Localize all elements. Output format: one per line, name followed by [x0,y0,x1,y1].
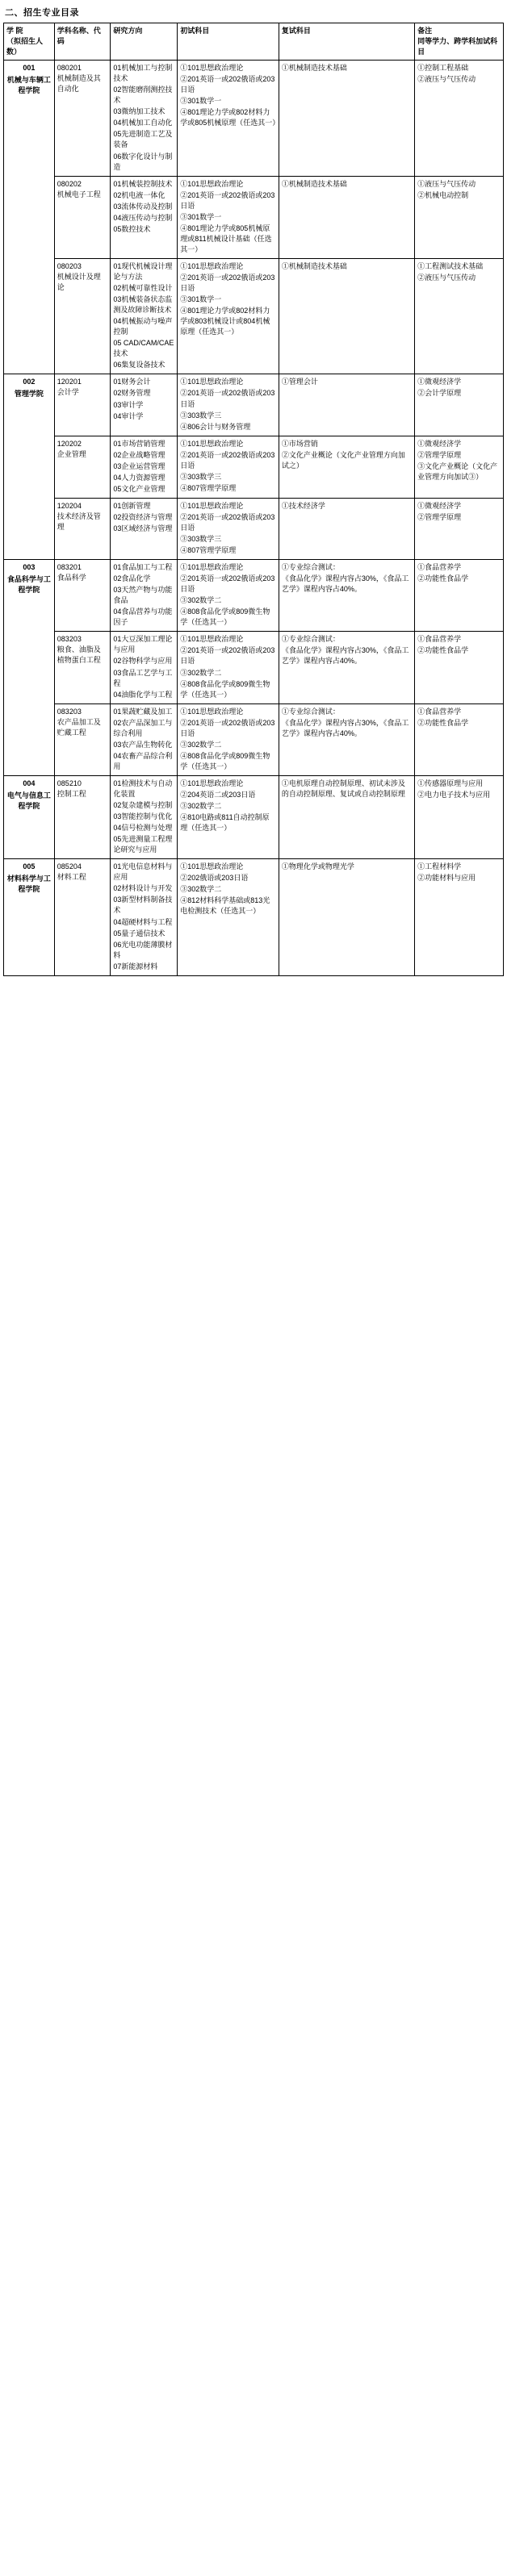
first-exam-subject-item: ③302数学二 [180,802,222,811]
first-exam-subject-item: ③302数学二 [180,885,222,894]
major-code: 120202 [57,439,82,448]
remark-subject [417,779,501,800]
second-exam-subject-item: ①市场营销 [281,439,318,448]
remark-cell [415,775,504,858]
research-direction-item: 03区域经济与管理 [113,524,173,532]
page-root [0,0,507,984]
second-exam-subject-item: ②文化产业概论（文化产业管理方向加试之） [281,450,405,470]
first-exam-subject-item: ②201英语一或202俄语或203日语 [180,718,275,737]
first-exam-subject-item: ①101思想政治理论 [180,563,244,572]
research-direction-item: 01机械加工与控制技术 [113,64,173,83]
major-name: 农产品加工及贮藏工程 [57,717,101,737]
research-direction [113,707,174,772]
college-name: 材料科学与工程学院 [6,875,51,894]
research-direction-cell [111,498,178,559]
table-row [4,374,504,436]
first-exam-subject-item: ②201英语一或202俄语或203日语 [180,190,275,210]
research-direction-item: 05先进测量工程理论研究与应用 [113,835,173,854]
table-row [4,61,504,176]
second-exam-subject-item: 《食品化学》课程内容占30%，《食品工艺学》课程内容占40%。 [281,646,409,666]
major-code: 083203 [57,707,82,716]
first-exam-subject-item: ①101思想政治理论 [180,862,244,871]
remark-cell [415,498,504,559]
college-cell [4,859,55,975]
second-exam-subject [282,179,412,190]
research-direction-item: 01创新管理 [113,501,151,510]
remark-cell [415,61,504,176]
first-exam-subject-item: ③303数学三 [180,535,222,544]
second-exam-cell [279,560,414,632]
remark-subject-item: ①传感器原理与应用 [417,779,484,787]
research-direction-cell [111,703,178,775]
remark-cell [415,560,504,632]
remark-subject-item: ②功能性食品学 [417,646,469,655]
remark-subject-item: ①控制工程基础 [417,64,469,73]
header-remark-line1: 备注 [417,27,433,35]
research-direction-item: 06数字化设计与制造 [113,152,173,171]
remark-subject-item: ②液压与气压传动 [417,273,476,282]
second-exam-subject [282,562,412,595]
table-row [4,632,504,703]
first-exam-subject-item: ①101思想政治理论 [180,179,244,188]
remark-subject-item: ②功能性食品学 [417,718,469,727]
first-exam-subject-item: ①101思想政治理论 [180,707,244,716]
first-exam-subject [180,779,276,833]
second-exam-subject [282,707,412,739]
research-direction-item: 04机械加工自动化 [113,119,173,127]
college-cell [4,61,55,374]
research-direction-cell [111,775,178,858]
first-exam-subject-item: ④807管理学原理 [180,483,237,492]
table-row [4,859,504,975]
first-exam-subject [180,63,280,128]
research-direction-item: 01果蔬贮藏及加工 [113,707,173,716]
first-exam-cell [178,258,279,374]
research-direction-item: 02食品化学 [113,574,151,583]
research-direction-cell [111,61,178,176]
remark-subject-item: ②功能材料与应用 [417,874,476,883]
first-exam-subject-item: ④807管理学原理 [180,546,237,555]
research-direction [113,862,174,971]
research-direction-item: 02投资经济与管理 [113,512,173,521]
first-exam-subject-item: ③303数学三 [180,472,222,481]
research-direction-item: 03新型材料制备技术 [113,896,173,915]
research-direction-item: 05量子通信技术 [113,929,166,937]
first-exam-subject-item: ③301数学一 [180,97,222,106]
research-direction [113,634,174,699]
research-direction [113,562,174,628]
first-exam-subject-item: ②201英语一或202俄语或203日语 [180,512,275,532]
remark-cell [415,859,504,975]
major-name: 会计学 [57,388,79,397]
research-direction-item: 04农畜产品综合利用 [113,751,173,770]
research-direction [113,179,174,235]
major-cell [54,560,111,632]
first-exam-subject-item: ④801理论力学或802材料力学或805机械原理（任选其一） [180,108,280,127]
table-row [4,498,504,559]
research-direction-cell [111,436,178,498]
second-exam-subject-item: ①物理化学或物理光学 [281,862,354,871]
research-direction-item: 01大豆深加工理论与应用 [113,635,173,654]
college-cell [4,775,55,858]
header-college [4,23,55,61]
research-direction-item: 04信号检测与处理 [113,824,173,833]
remark-subject-item: ③文化产业概论（文化产业管理方向加试③） [417,461,498,481]
research-direction-item: 04液压传动与控制 [113,213,173,222]
first-exam-subject [180,377,276,432]
first-exam-subject [180,179,276,255]
college-cell [4,560,55,776]
major-name: 材料工程 [57,873,86,882]
first-exam-subject-item: ③303数学三 [180,411,222,420]
remark-cell [415,374,504,436]
remark-subject-item: ②管理学原理 [417,512,462,521]
major-code: 085210 [57,779,82,787]
remark-subject [417,179,501,201]
second-exam-cell [279,374,414,436]
first-exam-subject [180,439,276,494]
table-row [4,560,504,632]
first-exam-subject-item: ④808食品化学或809微生物学（任选其一） [180,679,270,699]
remark-subject [417,634,501,656]
remark-subject-item: ①微观经济学 [417,378,462,386]
second-exam-subject-item: ①专业综合测试： [281,635,340,644]
remark-cell [415,632,504,703]
research-direction-item: 02机械可靠性设计 [113,284,173,293]
first-exam-subject-item: ②201英语一或202俄语或203日语 [180,75,275,94]
major-cell [54,498,111,559]
major-cell [54,61,111,176]
research-direction-cell [111,859,178,975]
remark-cell [415,436,504,498]
research-direction-item: 01食品加工与工程 [113,563,173,572]
research-direction-item: 03流体传动及控制 [113,202,173,211]
table-header-row [4,23,504,61]
table-row [4,775,504,858]
remark-subject [417,501,501,523]
remark-subject-item: ①工程材料学 [417,862,462,871]
research-direction-cell [111,560,178,632]
research-direction-item: 07新能源材料 [113,962,158,971]
first-exam-subject [180,562,276,628]
second-exam-subject [282,501,412,511]
research-direction-cell [111,632,178,703]
remark-subject-item: ②电力电子技术与应用 [417,791,491,799]
first-exam-subject [180,501,276,556]
major-cell [54,859,111,975]
second-exam-subject-item: ①专业综合测试： [281,707,340,716]
major-code: 085204 [57,862,82,871]
second-exam-subject [282,862,412,872]
research-direction-item: 02谷物科学与应用 [113,657,173,666]
research-direction-item: 01现代机械设计理论与方法 [113,261,173,281]
remark-subject-item: ②液压与气压传动 [417,75,476,84]
table-row [4,703,504,775]
remark-subject [417,562,501,584]
remark-subject-item: ①微观经济学 [417,501,462,510]
research-direction-item: 05文化产业管理 [113,484,166,493]
first-exam-subject-item: ④808食品化学或809微生物学（任选其一） [180,751,270,770]
first-exam-subject-item: ②201英语一或202俄语或203日语 [180,646,275,666]
major-name: 企业管理 [57,449,86,458]
first-exam-subject-item: ①101思想政治理论 [180,64,244,73]
second-exam-subject [282,377,412,387]
first-exam-subject-item: ④808食品化学或809微生物学（任选其一） [180,607,270,627]
first-exam-subject-item: ③301数学一 [180,295,222,304]
remark-subject [417,439,501,482]
first-exam-subject-item: ④801理论力学或802材料力学或803机械设计或804机械原理（任选其一） [180,307,270,336]
header-second-exam: 复试科目 [279,23,414,61]
table-row [4,176,504,258]
second-exam-cell [279,775,414,858]
research-direction [113,261,174,370]
research-direction-item: 05数控技术 [113,224,151,233]
first-exam-cell [178,498,279,559]
first-exam-cell [178,632,279,703]
research-direction-cell [111,258,178,374]
research-direction-item: 02材料设计与开发 [113,884,173,893]
second-exam-subject-item: 《食品化学》课程内容占30%，《食品工艺学》课程内容占40%。 [281,718,409,737]
first-exam-subject-item: ①101思想政治理论 [180,635,244,644]
header-college-line1: 学 院 [6,27,23,35]
major-name: 粮食、油脂及植物蛋白工程 [57,645,101,665]
research-direction-item: 01市场营销管理 [113,439,166,448]
first-exam-cell [178,176,279,258]
header-direction: 研究方向 [111,23,178,61]
remark-subject-item: ①食品营养学 [417,707,462,716]
major-code: 080201 [57,64,82,73]
major-cell [54,775,111,858]
second-exam-cell [279,258,414,374]
second-exam-cell [279,498,414,559]
research-direction-item: 03天然产物与功能食品 [113,586,173,605]
first-exam-subject-item: ②204英语二或203日语 [180,791,256,799]
remark-cell [415,703,504,775]
second-exam-cell [279,632,414,703]
first-exam-subject-item: ①101思想政治理论 [180,261,244,270]
research-direction-item: 04食品营养与功能因子 [113,607,173,627]
major-name: 机械电子工程 [57,190,101,198]
first-exam-cell [178,703,279,775]
research-direction-item: 02企业战略管理 [113,450,166,459]
first-exam-subject-item: ②201英语一或202俄语或203日语 [180,574,275,594]
college-name: 管理学院 [14,390,44,399]
remark-subject-item: ①液压与气压传动 [417,179,476,188]
remark-subject-item: ①工程测试技术基础 [417,261,484,270]
first-exam-subject-item: ③302数学二 [180,596,222,605]
major-cell [54,632,111,703]
major-name: 技术经济及管理 [57,511,101,531]
research-direction-item: 02复杂建模与控制 [113,801,173,810]
first-exam-subject-item: ④801理论力学或805机械原理或811机械设计基础（任选其一） [180,223,272,253]
first-exam-subject-item: ③302数学二 [180,740,222,749]
first-exam-subject-item: ①101思想政治理论 [180,439,244,448]
major-cell [54,176,111,258]
major-cell [54,436,111,498]
research-direction-item: 06集复设备技术 [113,361,166,369]
remark-subject-item: ①食品营养学 [417,563,462,572]
header-remark [415,23,504,61]
major-cell [54,258,111,374]
first-exam-subject [180,261,276,337]
research-direction-item: 01财务会计 [113,378,151,386]
research-direction [113,377,174,421]
major-code: 080202 [57,179,82,188]
first-exam-cell [178,374,279,436]
first-exam-subject-item: ②201英语一或202俄语或203日语 [180,389,275,408]
remark-subject-item: ②机械电动控制 [417,190,469,199]
first-exam-cell [178,775,279,858]
second-exam-cell [279,859,414,975]
research-direction [113,779,174,855]
table-body [4,61,504,976]
research-direction [113,501,174,534]
research-direction [113,439,174,495]
first-exam-subject-item: ①101思想政治理论 [180,378,244,386]
major-name: 食品科学 [57,574,86,582]
research-direction-item: 01检测技术与自动化装置 [113,779,173,798]
first-exam-cell [178,560,279,632]
first-exam-subject-item: ②201英语一或202俄语或203日语 [180,450,275,470]
first-exam-subject-item: ②201英语一或202俄语或203日语 [180,273,275,293]
first-exam-cell [178,436,279,498]
second-exam-subject-item: ①电机原理自动控制原理、初试未涉及的自动控制原理、复试或自动控制原理 [281,779,405,798]
first-exam-subject [180,634,276,699]
second-exam-subject [282,779,412,800]
major-code: 080203 [57,261,82,270]
research-direction-cell [111,374,178,436]
second-exam-subject [282,261,412,272]
second-exam-cell [279,436,414,498]
research-direction-item: 03企业运营管理 [113,461,166,470]
header-remark-line2: 同等学力、跨学科加试科目 [417,37,498,56]
remark-subject-item: ②管理学原理 [417,450,462,459]
major-name: 机械设计及理论 [57,272,101,292]
second-exam-subject-item: ①技术经济学 [281,501,325,510]
remark-cell [415,176,504,258]
first-exam-subject-item: ②202俄语或203日语 [180,874,249,883]
second-exam-subject-item: ①机械制造技术基础 [281,261,347,270]
major-name: 控制工程 [57,790,86,798]
college-name: 机械与车辆工程学院 [6,76,51,95]
second-exam-cell [279,61,414,176]
major-cell [54,703,111,775]
research-direction-item: 04人力资源管理 [113,473,166,482]
first-exam-subject-item: ③302数学二 [180,668,222,677]
college-code: 005 [23,862,36,871]
research-direction-cell [111,176,178,258]
first-exam-cell [178,61,279,176]
college-code: 004 [23,779,36,787]
first-exam-subject [180,862,276,916]
header-college-line2: （拟招生人数） [6,37,44,56]
research-direction [113,63,174,172]
research-direction-item: 04超硬材料与工程 [113,917,173,926]
research-direction-item: 01机械装控制技术 [113,179,173,188]
first-exam-subject-item: ①101思想政治理论 [180,779,244,787]
first-exam-subject [180,707,276,772]
remark-subject [417,377,501,399]
second-exam-subject [282,439,412,471]
research-direction-item: 04油脂化学与工程 [113,690,173,699]
table-row [4,258,504,374]
research-direction-item: 04机械振动与噪声控制 [113,317,173,336]
research-direction-item: 03农产品生物转化 [113,740,173,749]
research-direction-item: 02机电液一体化 [113,190,166,199]
header-major: 学科名称、代码 [54,23,111,61]
remark-subject [417,261,501,283]
first-exam-subject-item: ④810电路或811自动控制原理（任选其一） [180,813,270,833]
first-exam-subject-item: ①101思想政治理论 [180,501,244,510]
second-exam-subject [282,63,412,73]
remark-cell [415,258,504,374]
remark-subject [417,63,501,85]
remark-subject-item: ①微观经济学 [417,439,462,448]
major-code: 083203 [57,635,82,644]
first-exam-subject-item: ③301数学一 [180,212,222,221]
second-exam-subject [282,634,412,666]
college-cell [4,374,55,560]
major-cell [54,374,111,436]
research-direction-item: 03机械装备状态监测及故障诊断技术 [113,295,173,315]
college-name: 电气与信息工程学院 [6,791,51,811]
research-direction-item: 02农产品深加工与综合利用 [113,718,173,737]
second-exam-subject-item: 《食品化学》课程内容占30%，《食品工艺学》课程内容占40%。 [281,574,409,594]
second-exam-subject-item: ①管理会计 [281,378,318,386]
major-name: 机械制造及其自动化 [57,74,101,94]
research-direction-item: 02智能磨削测控技术 [113,86,173,105]
remark-subject [417,707,501,729]
second-exam-cell [279,703,414,775]
major-code: 120204 [57,501,82,510]
remark-subject-item: ②功能性食品学 [417,574,469,583]
table-row [4,436,504,498]
remark-subject-item: ①食品营养学 [417,635,462,644]
second-exam-cell [279,176,414,258]
major-code: 083201 [57,563,82,572]
research-direction-item: 05先进制造工艺及装备 [113,130,173,149]
major-code: 120201 [57,378,82,386]
college-code: 002 [23,378,36,386]
first-exam-subject-item: ④812材料科学基础或813光电检测技术（任选其一） [180,896,270,916]
page-title: 二、招生专业目录 [5,8,79,18]
second-exam-subject-item: ①机械制造技术基础 [281,179,347,188]
second-exam-subject-item: ①机械制造技术基础 [281,64,347,73]
research-direction-item: 03智能控制与优化 [113,812,173,821]
research-direction-item: 05 CAD/CAM/CAE技术 [113,339,174,358]
college-name: 食品科学与工程学院 [6,575,51,595]
research-direction-item: 06光电功能薄膜材料 [113,940,173,959]
research-direction-item: 01光电信息材料与应用 [113,862,173,882]
second-exam-subject-item: ①专业综合测试： [281,563,340,572]
admissions-catalog-table [3,23,504,976]
research-direction-item: 03审计学 [113,400,144,409]
research-direction-item: 04审计学 [113,411,144,420]
college-code: 003 [23,563,36,572]
first-exam-cell [178,859,279,975]
remark-subject-item: ②会计学原理 [417,389,462,398]
research-direction-item: 03微纳加工技术 [113,107,166,116]
college-code: 001 [23,64,36,73]
research-direction-item: 02财务管理 [113,389,151,398]
header-first-exam: 初试科目 [178,23,279,61]
first-exam-subject-item: ④806会计与财务管理 [180,422,251,431]
research-direction-item: 03食品工艺学与工程 [113,668,173,687]
remark-subject [417,862,501,883]
